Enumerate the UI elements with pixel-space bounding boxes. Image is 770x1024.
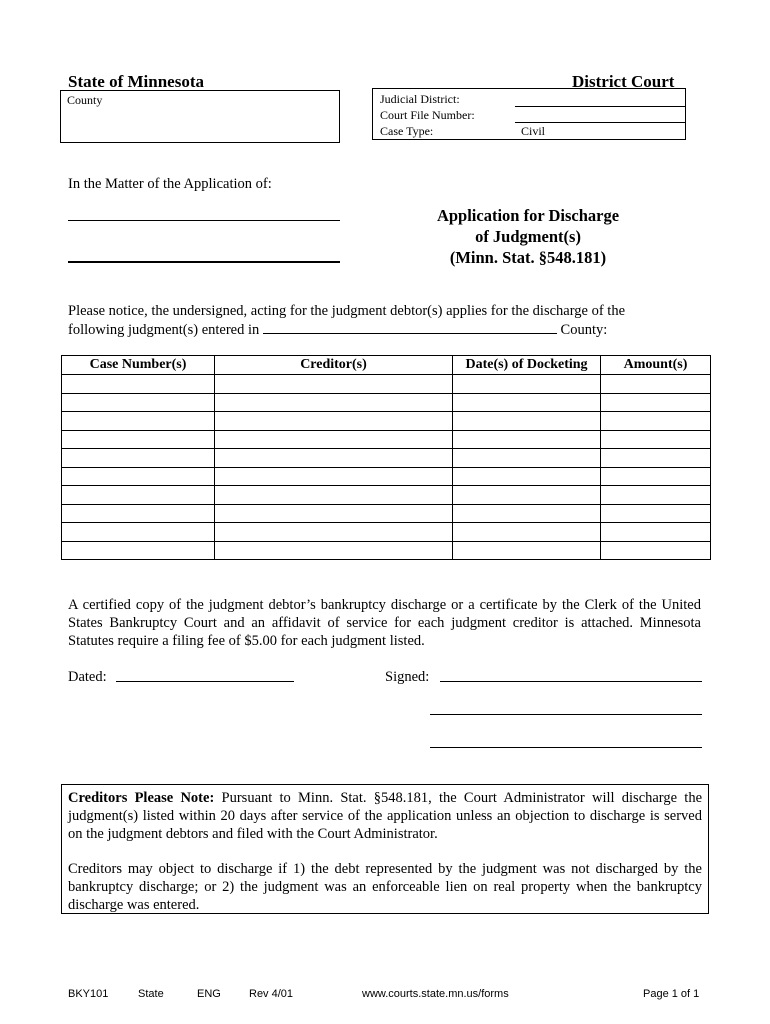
table-cell[interactable] xyxy=(215,523,453,542)
table-row xyxy=(62,486,711,505)
case-info-box xyxy=(372,88,686,140)
table-row xyxy=(62,523,711,542)
title-line-1: Application for Discharge xyxy=(436,206,620,225)
footer-jurisdiction: State xyxy=(138,988,164,1000)
judicial-district-field[interactable] xyxy=(515,93,685,107)
table-cell[interactable] xyxy=(601,412,711,431)
footer-url[interactable]: www.courts.state.mn.us/forms xyxy=(362,988,509,1000)
table-cell[interactable] xyxy=(453,375,601,394)
notice-line-2 xyxy=(68,320,607,339)
table-cell[interactable] xyxy=(215,430,453,449)
table-cell[interactable] xyxy=(601,449,711,468)
footer-form-id: BKY101 xyxy=(68,988,109,1000)
notice-line-2-suffix: County: xyxy=(560,322,608,338)
table-cell[interactable] xyxy=(601,486,711,505)
table-row xyxy=(62,541,711,560)
dated-field[interactable] xyxy=(116,667,294,682)
note-paragraph-2: Creditors may object to discharge if 1) the debt represented by the judgment was not discharged by the bankruptcy discharge; or 2) the judgment was an enforceable lien on real property when the bankruptcy discharge was entered. xyxy=(68,861,702,913)
court-file-number-field[interactable] xyxy=(515,109,685,123)
table-cell[interactable] xyxy=(601,523,711,542)
table-cell[interactable] xyxy=(453,467,601,486)
footer-page-number: Page 1 of 1 xyxy=(643,988,700,1000)
col-creditor: Creditor(s) xyxy=(215,356,453,375)
matter-intro: In the Matter of the Application of: xyxy=(68,176,272,192)
signed-label: Signed: xyxy=(385,669,430,685)
table-cell[interactable] xyxy=(62,393,215,412)
table-cell[interactable] xyxy=(453,504,601,523)
table-cell[interactable] xyxy=(62,467,215,486)
table-row xyxy=(62,449,711,468)
table-cell[interactable] xyxy=(601,467,711,486)
case-type-label: Case Type: xyxy=(380,124,434,138)
notice-line-2-prefix: following judgment(s) entered in xyxy=(68,322,260,338)
table-cell[interactable] xyxy=(215,393,453,412)
notice-line-1: Please notice, the undersigned, acting for the judgment debtor(s) applies for the discharge of the xyxy=(68,303,626,319)
col-case-number: Case Number(s) xyxy=(62,356,215,375)
table-header-row xyxy=(62,356,711,375)
table-cell[interactable] xyxy=(215,375,453,394)
state-heading: State of Minnesota xyxy=(68,72,204,91)
county-box[interactable] xyxy=(60,90,340,143)
table-cell[interactable] xyxy=(453,486,601,505)
note-text-1: Pursuant to Minn. Stat. §548.181, the Court Administrator will discharge the judgment(s) listed within 20 days after service of the application unless an objection to discharge is served on the judgment debtors and filed with the Court Administrator. xyxy=(68,790,703,842)
table-cell[interactable] xyxy=(601,375,711,394)
signature-field[interactable] xyxy=(440,667,702,682)
table-row xyxy=(62,467,711,486)
signature-line-3[interactable] xyxy=(430,733,702,748)
table-cell[interactable] xyxy=(453,523,601,542)
table-cell[interactable] xyxy=(215,449,453,468)
applicant-name-line-2[interactable] xyxy=(68,247,340,263)
col-date-docketing: Date(s) of Docketing xyxy=(453,356,601,375)
table-cell[interactable] xyxy=(62,541,215,560)
court-heading: District Court xyxy=(572,72,675,91)
table-row xyxy=(62,412,711,431)
table-cell[interactable] xyxy=(453,430,601,449)
table-cell[interactable] xyxy=(62,375,215,394)
table-row xyxy=(62,375,711,394)
title-line-2: of Judgment(s) xyxy=(475,227,581,246)
form-title xyxy=(398,205,658,268)
county-entered-field[interactable] xyxy=(263,320,557,334)
table-cell[interactable] xyxy=(62,430,215,449)
table-cell[interactable] xyxy=(62,449,215,468)
table-row xyxy=(62,504,711,523)
table-cell[interactable] xyxy=(215,467,453,486)
signature-line-2[interactable] xyxy=(430,700,702,715)
table-cell[interactable] xyxy=(601,430,711,449)
judgment-table xyxy=(61,355,711,560)
table-cell[interactable] xyxy=(453,393,601,412)
table-cell[interactable] xyxy=(601,504,711,523)
table-cell[interactable] xyxy=(453,541,601,560)
table-cell[interactable] xyxy=(62,486,215,505)
table-cell[interactable] xyxy=(601,541,711,560)
table-cell[interactable] xyxy=(601,393,711,412)
case-type-value: Civil xyxy=(521,124,546,138)
judicial-district-label: Judicial District: xyxy=(380,92,460,106)
creditors-note-box xyxy=(61,784,709,914)
county-label: County xyxy=(67,93,103,107)
table-cell[interactable] xyxy=(62,504,215,523)
applicant-name-line-1[interactable] xyxy=(68,206,340,221)
table-cell[interactable] xyxy=(62,523,215,542)
table-cell[interactable] xyxy=(215,541,453,560)
table-cell[interactable] xyxy=(453,449,601,468)
note-bold-lead: Creditors Please Note: xyxy=(68,790,215,806)
table-cell[interactable] xyxy=(62,412,215,431)
table-row xyxy=(62,393,711,412)
table-cell[interactable] xyxy=(215,504,453,523)
dated-label: Dated: xyxy=(68,669,107,685)
table-row xyxy=(62,430,711,449)
certified-copy-text: A certified copy of the judgment debtor’s bankruptcy discharge or a certificate by the Clerk of the United States Bankruptcy Court and an affidavit of service for each judgment creditor is attached. Minnesota Statutes require a filing fee of $5.00 for each judgment listed. xyxy=(68,597,701,649)
table-cell[interactable] xyxy=(453,412,601,431)
col-amount: Amount(s) xyxy=(601,356,711,375)
title-line-3: (Minn. Stat. §548.181) xyxy=(449,248,607,267)
court-file-number-label: Court File Number: xyxy=(380,108,475,122)
footer-revision: Rev 4/01 xyxy=(249,988,294,1000)
table-cell[interactable] xyxy=(215,486,453,505)
table-cell[interactable] xyxy=(215,412,453,431)
note-paragraph-1 xyxy=(68,789,702,843)
footer-language: ENG xyxy=(197,988,221,1000)
